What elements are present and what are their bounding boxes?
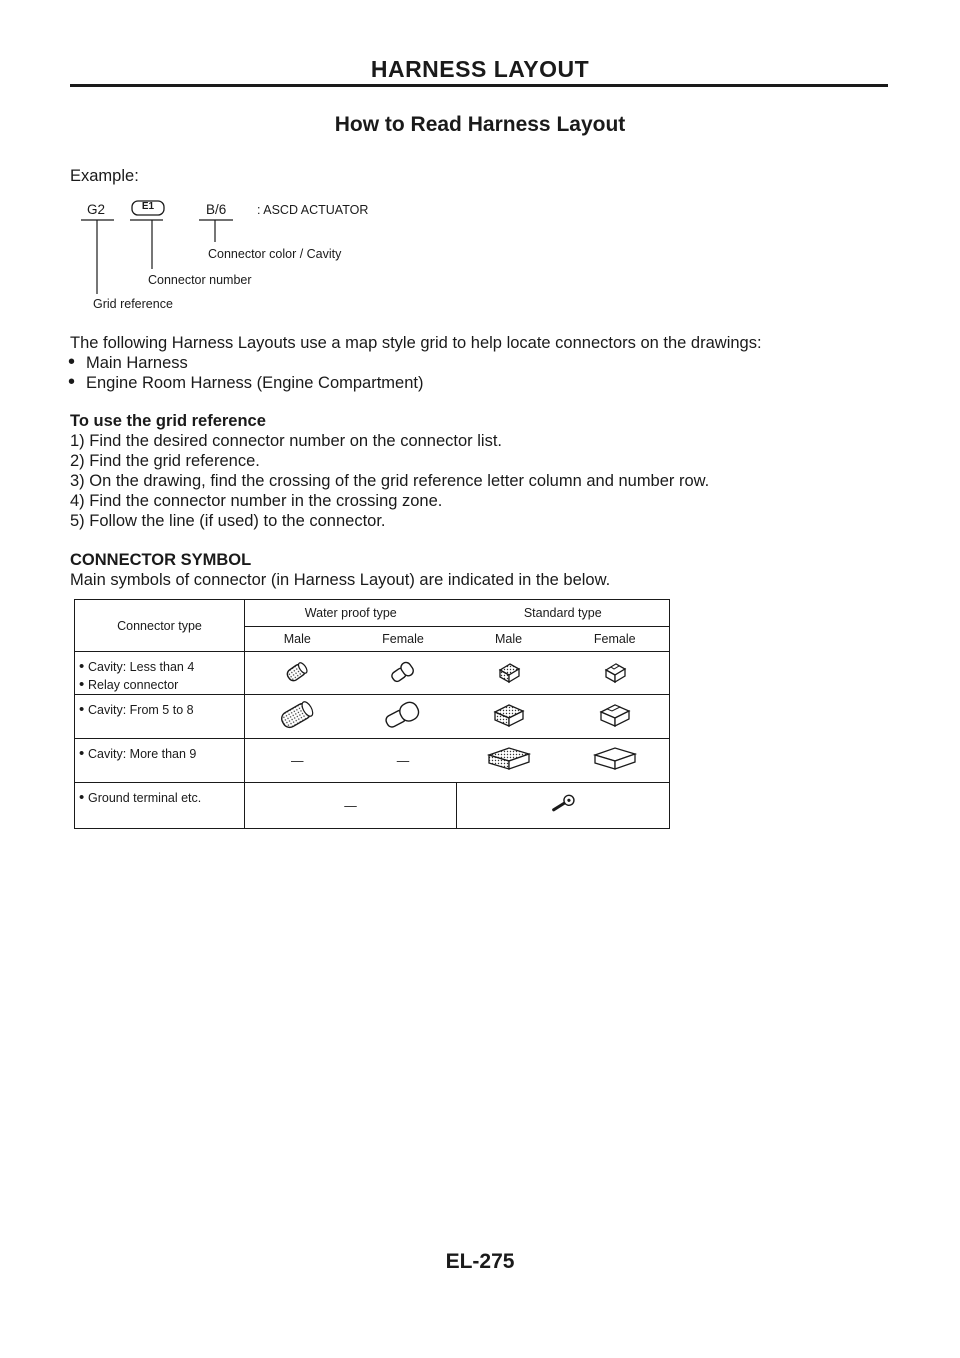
table-row — [75, 695, 670, 739]
section-title: How to Read Harness Layout — [334, 113, 626, 136]
table-row — [75, 652, 670, 695]
example-label: Example: — [70, 167, 139, 185]
waterproof-female-large-none: — — [350, 739, 457, 783]
header-water-proof-male: Male — [245, 627, 350, 652]
header-water-proof-female: Female — [350, 627, 457, 652]
waterproof-male-small-icon — [245, 652, 350, 695]
waterproof-ground-none: — — [245, 783, 457, 829]
standard-female-medium-icon — [561, 695, 670, 739]
running-header: HARNESS LAYOUT — [370, 56, 590, 82]
grid-step: 3) On the drawing, find the crossing of the grid reference letter column and number row. — [70, 472, 710, 490]
connector-symbol-title: CONNECTOR SYMBOL — [70, 551, 252, 569]
standard-female-large-icon — [561, 739, 670, 783]
row-label: • Cavity: From 5 to 8 — [75, 695, 245, 739]
standard-male-small-icon — [457, 652, 561, 695]
waterproof-female-medium-icon — [350, 695, 457, 739]
row-label: • Ground terminal etc. — [75, 783, 245, 829]
row-label: • Cavity: Less than 4 • Relay connector — [75, 652, 245, 695]
header-standard-female: Female — [561, 627, 670, 652]
waterproof-female-small-icon — [350, 652, 457, 695]
header-standard-male: Male — [457, 627, 561, 652]
row-label: • Cavity: More than 9 — [75, 739, 245, 783]
connector-symbol-text: Main symbols of connector (in Harness Layout) are indicated in the below. — [70, 571, 611, 589]
grid-step: 2) Find the grid reference. — [70, 452, 260, 470]
callout-connector-number: Connector number — [148, 273, 252, 287]
header-standard: Standard type — [457, 600, 670, 627]
grid-step: 4) Find the connector number in the crossing zone. — [70, 492, 443, 510]
table-header-row — [75, 600, 670, 627]
connector-symbol-table — [74, 599, 670, 829]
intro-item: • Engine Room Harness (Engine Compartment) — [68, 372, 424, 393]
intro-text: The following Harness Layouts use a map style grid to help locate connectors on the drawings: — [70, 334, 762, 352]
grid-step: 5) Follow the line (if used) to the connector. — [70, 512, 386, 530]
example-diagram — [70, 196, 490, 316]
example-connector: E1 — [141, 201, 155, 212]
waterproof-male-medium-icon — [245, 695, 350, 739]
header-rule — [70, 84, 888, 87]
table-row — [75, 783, 670, 829]
header-water-proof: Water proof type — [245, 600, 457, 627]
header-connector-type: Connector type — [75, 600, 245, 652]
waterproof-male-large-none: — — [245, 739, 350, 783]
standard-female-small-icon — [561, 652, 670, 695]
standard-male-large-icon — [457, 739, 561, 783]
callout-connector-color: Connector color / Cavity — [208, 247, 342, 261]
grid-step: 1) Find the desired connector number on the connector list. — [70, 432, 502, 450]
table-row — [75, 739, 670, 783]
callout-grid-reference: Grid reference — [93, 297, 173, 311]
ground-terminal-icon — [457, 783, 670, 829]
example-connector-name: : ASCD ACTUATOR — [257, 203, 369, 217]
standard-male-medium-icon — [457, 695, 561, 739]
intro-item: • Main Harness — [68, 352, 188, 373]
example-grid: G2 — [87, 202, 106, 217]
grid-use-title: To use the grid reference — [70, 412, 266, 430]
page-number: EL-275 — [445, 1250, 515, 1273]
example-color-cavity: B/6 — [206, 202, 227, 217]
